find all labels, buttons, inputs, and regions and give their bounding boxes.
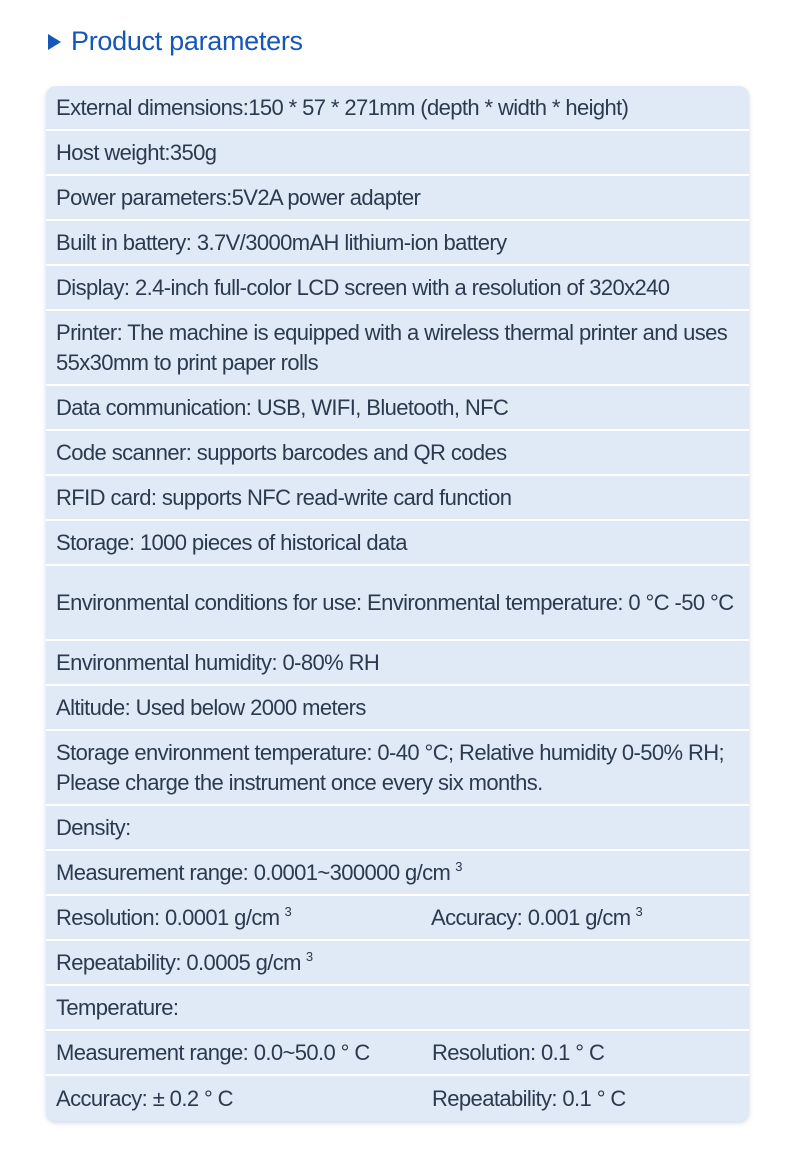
- row-text: RFID card: supports NFC read-write card function: [56, 484, 512, 510]
- row-data-communication: [46, 386, 749, 431]
- row-text: Environmental humidity: 0-80% RH: [56, 649, 380, 675]
- superscript-3: 3: [635, 903, 643, 919]
- row-storage-environment: [46, 731, 749, 806]
- row-printer: [46, 311, 749, 386]
- row-dimensions: [46, 86, 749, 131]
- row-text: External dimensions:150 * 57 * 271mm (depth * width * height): [56, 94, 629, 120]
- row-text: Altitude: Used below 2000 meters: [56, 694, 366, 720]
- row-temperature-accuracy-repeatability: [46, 1076, 749, 1121]
- row-text: Code scanner: supports barcodes and QR codes: [56, 439, 507, 465]
- row-altitude: [46, 686, 749, 731]
- row-env-humidity: [46, 641, 749, 686]
- row-temperature-range-resolution: [46, 1031, 749, 1076]
- row-env-conditions: [46, 566, 749, 641]
- temperature-resolution: Resolution: 0.1 ° C: [432, 1039, 605, 1065]
- triangle-bullet-icon: [48, 34, 61, 50]
- row-text: Display: 2.4-inch full-color LCD screen with a resolution of 320x240: [56, 274, 670, 300]
- density-accuracy: Accuracy: 0.001 g/cm $^3$: [431, 903, 643, 930]
- row-battery: [46, 221, 749, 266]
- density-resolution: Resolution: 0.0001 g/cm $^3$: [56, 903, 292, 930]
- row-display: [46, 266, 749, 311]
- row-text: Temperature:: [56, 994, 179, 1020]
- density-repeatability: Repeatability: 0.0005 g/cm $^3$: [56, 948, 313, 975]
- row-power: [46, 176, 749, 221]
- temperature-measurement-range: Measurement range: 0.0~50.0 ° C: [56, 1039, 370, 1065]
- superscript-3: 3: [284, 903, 292, 919]
- row-temperature-label: [46, 986, 749, 1031]
- row-text: Printer: The machine is equipped with a wireless thermal printer and uses 55x30mm to print paper rolls: [56, 319, 728, 375]
- row-density-resolution-accuracy: [46, 896, 749, 941]
- density-measurement-range: Measurement range: 0.0001~300000 g/cm $^3$: [56, 858, 462, 885]
- page-title: Product parameters: [71, 26, 303, 56]
- row-text: Power parameters:5V2A power adapter: [56, 184, 421, 210]
- row-text: Built in battery: 3.7V/3000mAH lithium-ion battery: [56, 229, 507, 255]
- temperature-repeatability: Repeatability: 0.1 ° C: [432, 1085, 626, 1111]
- row-text: Storage: 1000 pieces of historical data: [56, 529, 407, 555]
- temperature-accuracy: Accuracy: ± 0.2 ° C: [56, 1085, 233, 1111]
- row-text: Data communication: USB, WIFI, Bluetooth, NFC: [56, 394, 509, 420]
- row-density-repeatability: [46, 941, 749, 986]
- superscript-3: 3: [305, 948, 313, 964]
- row-density-label: [46, 806, 749, 851]
- row-rfid: [46, 476, 749, 521]
- row-density-range: [46, 851, 749, 896]
- row-code-scanner: [46, 431, 749, 476]
- superscript-3: 3: [455, 858, 462, 874]
- row-storage: [46, 521, 749, 566]
- row-text: Environmental conditions for use: Environmental temperature: 0 °C -50 °C: [56, 589, 734, 615]
- parameters-table: [46, 86, 749, 1121]
- row-text: Density:: [56, 814, 131, 840]
- section-header: [48, 26, 303, 57]
- row-weight: [46, 131, 749, 176]
- row-text: Host weight:350g: [56, 139, 217, 165]
- row-text: Storage environment temperature: 0-40 °C; Relative humidity 0-50% RH; Please charge the instrument once every six months.: [56, 739, 725, 795]
